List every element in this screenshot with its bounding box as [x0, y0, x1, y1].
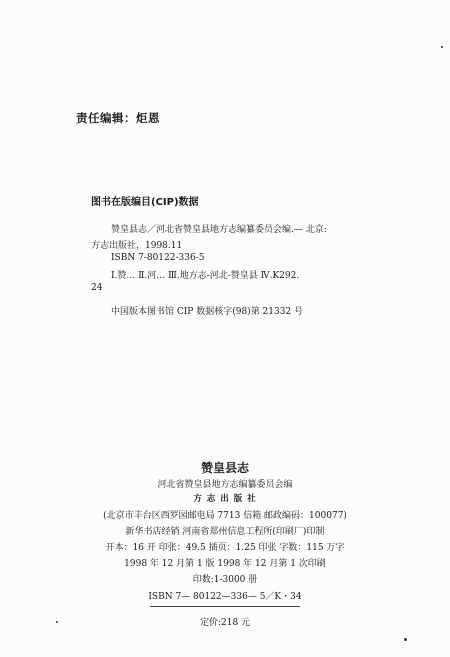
scan-speck — [56, 621, 58, 623]
distribution-printing: 新华书店经销 河南省郑州信息工程所(印刷厂)印制 — [125, 527, 325, 537]
compiler: 河北省赞皇县地方志编纂委员会编 — [157, 480, 293, 490]
format-specs: 开本：16 开 印张：49.5 插页：1.25 印张 字数：115 万字 — [105, 543, 345, 553]
divider — [150, 606, 300, 607]
print-run: 印数:1-3000 册 — [192, 575, 258, 585]
cip-classification: Ⅰ.赞… Ⅱ.河… Ⅲ.地方志-河北-赞皇县 Ⅳ.K292. — [111, 271, 300, 281]
scan-speck — [441, 46, 443, 48]
edition-info: 1998 年 12 月第 1 版 1998 年 12 月第 1 次印刷 — [124, 559, 326, 569]
publisher: 方 志 出 版 社 — [193, 494, 257, 504]
colophon-isbn: ISBN 7— 80122—336— 5／K・34 — [148, 592, 302, 602]
cip-classification-cont: 24 — [91, 283, 103, 293]
publisher-address: (北京市丰台区西罗园邮电局 7713 信箱 邮政编码：100077) — [103, 511, 347, 521]
scan-speck — [404, 638, 407, 641]
cip-record-number: 中国版本图书馆 CIP 数据核字(98)第 21332 号 — [111, 307, 304, 317]
cip-line: 方志出版社，1998.11 — [91, 241, 183, 251]
price: 定价:218 元 — [199, 618, 251, 628]
cip-line: 赞皇县志／河北省赞皇县地方志编纂委员会编.— 北京: — [111, 225, 327, 235]
book-title: 赞皇县志 — [200, 461, 249, 475]
cip-isbn: ISBN 7-80122-336-5 — [111, 253, 205, 263]
cip-heading: 图书在版编目(CIP)数据 — [91, 197, 199, 208]
responsible-editor: 责任编辑：炬恩 — [76, 111, 160, 125]
